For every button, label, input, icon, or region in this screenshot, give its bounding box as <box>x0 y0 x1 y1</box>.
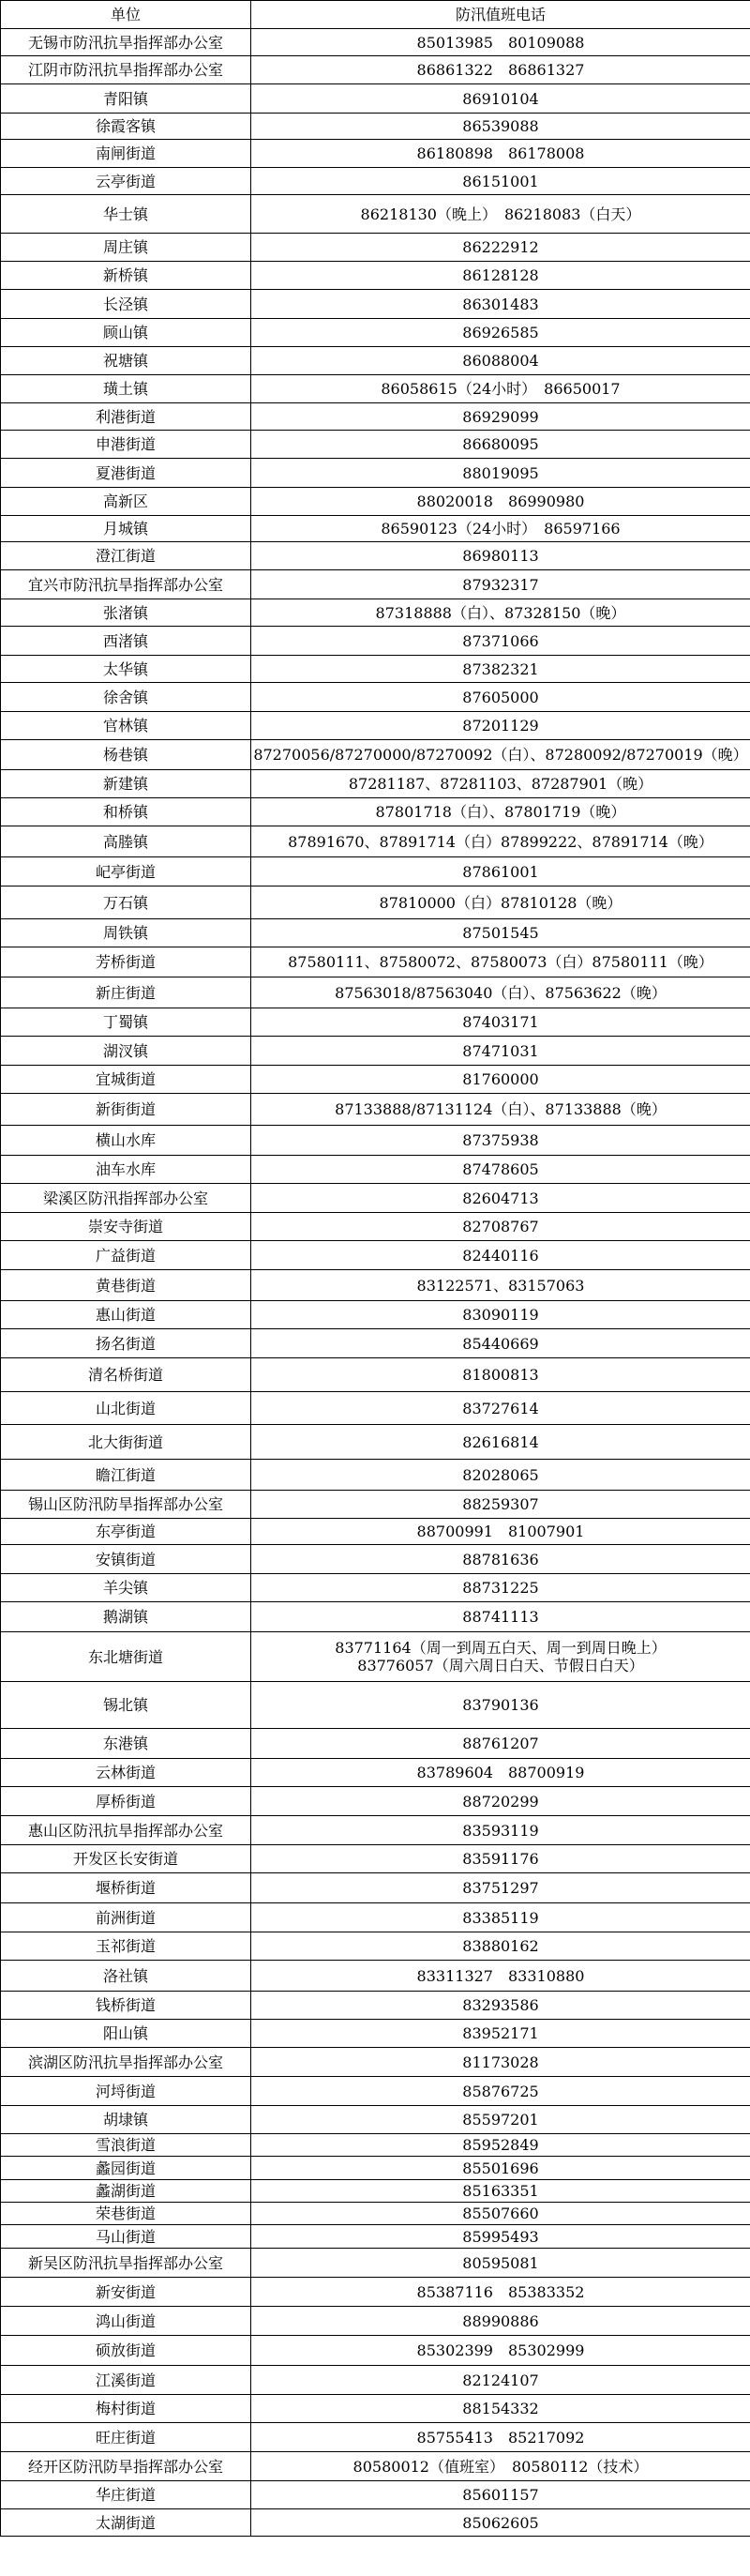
duty-phone-cell: 81760000 <box>251 1066 750 1094</box>
table-row <box>1 1545 750 1574</box>
duty-phone-cell: 86128128 <box>251 262 750 290</box>
duty-phone-cell: 87501545 <box>251 919 750 947</box>
duty-phone-cell: 86926585 <box>251 319 750 347</box>
unit-cell: 高塍镇 <box>1 826 251 857</box>
table-row <box>1 2077 750 2106</box>
duty-phone-cell: 83771164（周一到周五白天、周一到周日晚上） 83776057（周六周日白天、节假日白天） <box>251 1632 750 1682</box>
duty-phone-cell: 87371066 <box>251 627 750 656</box>
header-duty-phone: 防汛值班电话 <box>251 1 750 29</box>
table-row <box>1 1301 750 1329</box>
duty-phone-cell: 85601157 <box>251 2481 750 2509</box>
table-row <box>1 1903 750 1932</box>
duty-phone-cell: 87201129 <box>251 712 750 740</box>
unit-cell: 河埒街道 <box>1 2077 251 2106</box>
table-row <box>1 1682 750 1729</box>
unit-cell: 蠡园街道 <box>1 2157 251 2180</box>
duty-phone-cell: 85952849 <box>251 2134 750 2157</box>
table-row <box>1 1392 750 1425</box>
duty-phone-cell: 87403171 <box>251 1008 750 1037</box>
unit-cell: 阳山镇 <box>1 2020 251 2048</box>
unit-cell: 堰桥街道 <box>1 1873 251 1903</box>
unit-cell: 新桥镇 <box>1 262 251 290</box>
duty-phone-cell: 87605000 <box>251 683 750 712</box>
unit-cell: 顾山镇 <box>1 319 251 347</box>
duty-phone-cell: 83751297 <box>251 1873 750 1903</box>
unit-cell: 清名桥街道 <box>1 1358 251 1392</box>
table-row <box>1 2225 750 2249</box>
unit-cell: 钱桥街道 <box>1 1992 251 2020</box>
duty-phone-cell: 86088004 <box>251 347 750 375</box>
duty-phone-cell: 86539088 <box>251 114 750 140</box>
unit-cell: 玉祁街道 <box>1 1932 251 1961</box>
table-row <box>1 234 750 262</box>
table-row <box>1 1037 750 1066</box>
duty-phone-cell: 85995493 <box>251 2225 750 2249</box>
duty-phone-cell: 88259307 <box>251 1491 750 1519</box>
duty-phone-cell: 85755413 85217092 <box>251 2423 750 2452</box>
duty-phone-cell: 87270056/87270000/87270092（白）、87280092/87270019（晚） <box>251 740 750 770</box>
unit-cell: 太湖街道 <box>1 2509 251 2537</box>
unit-cell: 芳桥街道 <box>1 947 251 977</box>
table-row <box>1 2509 750 2537</box>
unit-cell: 新庄街道 <box>1 977 251 1008</box>
unit-cell: 祝塘镇 <box>1 347 251 375</box>
duty-phone-cell: 85876725 <box>251 2077 750 2106</box>
table-row <box>1 1156 750 1184</box>
duty-phone-cell: 88761207 <box>251 1729 750 1759</box>
duty-phone-cell: 83593119 <box>251 1816 750 1845</box>
unit-cell: 雪浪街道 <box>1 2134 251 2157</box>
unit-cell: 申港街道 <box>1 431 251 459</box>
unit-cell: 高新区 <box>1 488 251 516</box>
table-row <box>1 1759 750 1787</box>
duty-phone-cell: 86910104 <box>251 84 750 114</box>
duty-phone-cell: 86929099 <box>251 403 750 431</box>
table-row <box>1 1358 750 1392</box>
duty-phone-cell: 83790136 <box>251 1682 750 1729</box>
unit-cell: 硕放街道 <box>1 2336 251 2366</box>
table-row <box>1 2395 750 2423</box>
unit-cell: 宜兴市防汛抗旱指挥部办公室 <box>1 570 251 599</box>
duty-phone-cell: 88154332 <box>251 2395 750 2423</box>
duty-phone-cell: 85302399 85302999 <box>251 2336 750 2366</box>
table-row <box>1 798 750 826</box>
duty-phone-cell: 86151001 <box>251 168 750 195</box>
unit-cell: 徐舍镇 <box>1 683 251 712</box>
table-row <box>1 2048 750 2077</box>
unit-cell: 周庄镇 <box>1 234 251 262</box>
duty-phone-cell: 80595081 <box>251 2249 750 2278</box>
duty-phone-cell: 87375938 <box>251 1126 750 1156</box>
unit-cell: 崇安寺街道 <box>1 1213 251 1241</box>
table-row <box>1 459 750 488</box>
duty-phone-cell: 82440116 <box>251 1241 750 1270</box>
duty-phone-cell: 85163351 <box>251 2180 750 2203</box>
unit-cell: 东亭街道 <box>1 1519 251 1545</box>
table-row <box>1 29 750 56</box>
duty-phone-cell: 82616814 <box>251 1425 750 1460</box>
table-row <box>1 1574 750 1602</box>
table-row <box>1 319 750 347</box>
duty-phone-cell: 85597201 <box>251 2106 750 2134</box>
unit-cell: 扬名街道 <box>1 1329 251 1358</box>
table-row <box>1 1932 750 1961</box>
unit-cell: 锡北镇 <box>1 1682 251 1729</box>
duty-phone-cell: 87801718（白）、87801719（晚） <box>251 798 750 826</box>
duty-phone-cell: 87382321 <box>251 656 750 683</box>
unit-cell: 西渚镇 <box>1 627 251 656</box>
table-row <box>1 114 750 140</box>
duty-phone-cell: 86222912 <box>251 234 750 262</box>
duty-phone-cell: 83385119 <box>251 1903 750 1932</box>
unit-cell: 羊尖镇 <box>1 1574 251 1602</box>
unit-cell: 官林镇 <box>1 712 251 740</box>
duty-phone-cell: 87810000（白）87810128（晚） <box>251 886 750 919</box>
duty-phone-cell: 87932317 <box>251 570 750 599</box>
unit-cell: 和桥镇 <box>1 798 251 826</box>
unit-cell: 瞻江街道 <box>1 1460 251 1491</box>
table-row <box>1 570 750 599</box>
duty-phone-cell: 88720299 <box>251 1787 750 1816</box>
duty-phone-cell: 85440669 <box>251 1329 750 1358</box>
table-row <box>1 1519 750 1545</box>
table-row <box>1 1270 750 1301</box>
unit-cell: 东港镇 <box>1 1729 251 1759</box>
duty-phone-cell: 87318888（白）、87328150（晚） <box>251 599 750 627</box>
table-row <box>1 1491 750 1519</box>
table-row <box>1 656 750 683</box>
duty-phone-cell: 83293586 <box>251 1992 750 2020</box>
unit-cell: 马山街道 <box>1 2225 251 2249</box>
table-row <box>1 140 750 168</box>
duty-phone-cell: 83952171 <box>251 2020 750 2048</box>
table-row <box>1 2134 750 2157</box>
table-row <box>1 168 750 195</box>
unit-cell: 周铁镇 <box>1 919 251 947</box>
unit-cell: 梅村街道 <box>1 2395 251 2423</box>
table-row <box>1 1094 750 1126</box>
table-row <box>1 1460 750 1491</box>
table-row <box>1 627 750 656</box>
table-row <box>1 1845 750 1873</box>
table-row <box>1 375 750 403</box>
unit-cell: 广益街道 <box>1 1241 251 1270</box>
table-row <box>1 2278 750 2307</box>
table-row <box>1 542 750 570</box>
table-row <box>1 886 750 919</box>
table-row <box>1 857 750 886</box>
unit-cell: 黄巷街道 <box>1 1270 251 1301</box>
unit-cell: 青阳镇 <box>1 84 251 114</box>
duty-phone-cell: 82604713 <box>251 1184 750 1213</box>
unit-cell: 北大街街道 <box>1 1425 251 1460</box>
duty-phone-cell: 87891670、87891714（白）87899222、87891714（晚） <box>251 826 750 857</box>
duty-phone-cell: 81173028 <box>251 2048 750 2077</box>
table-row <box>1 2481 750 2509</box>
table-row <box>1 347 750 375</box>
table-row <box>1 262 750 290</box>
duty-phone-cell: 86590123（24小时） 86597166 <box>251 516 750 542</box>
duty-phone-cell: 83311327 83310880 <box>251 1961 750 1992</box>
duty-phone-cell: 88741113 <box>251 1602 750 1632</box>
table-row <box>1 2423 750 2452</box>
unit-cell: 鹅湖镇 <box>1 1602 251 1632</box>
table-header-row <box>1 1 750 29</box>
unit-cell: 胡埭镇 <box>1 2106 251 2134</box>
table-row <box>1 290 750 319</box>
table-row <box>1 1816 750 1845</box>
unit-cell: 丁蜀镇 <box>1 1008 251 1037</box>
duty-phone-cell: 85507660 <box>251 2203 750 2225</box>
unit-cell: 梁溪区防汛指挥部办公室 <box>1 1184 251 1213</box>
duty-phone-cell: 85387116 85383352 <box>251 2278 750 2307</box>
table-row <box>1 403 750 431</box>
unit-cell: 山北街道 <box>1 1392 251 1425</box>
unit-cell: 杨巷镇 <box>1 740 251 770</box>
duty-phone-cell: 87563018/87563040（白）、87563622（晚） <box>251 977 750 1008</box>
unit-cell: 经开区防汛防旱指挥部办公室 <box>1 2452 251 2481</box>
unit-cell: 新建镇 <box>1 770 251 798</box>
duty-phone-cell: 87861001 <box>251 857 750 886</box>
unit-cell: 旺庄街道 <box>1 2423 251 2452</box>
unit-cell: 洛社镇 <box>1 1961 251 1992</box>
table-row <box>1 431 750 459</box>
unit-cell: 月城镇 <box>1 516 251 542</box>
table-row <box>1 2157 750 2180</box>
unit-cell: 璜土镇 <box>1 375 251 403</box>
duty-phone-cell: 86980113 <box>251 542 750 570</box>
table-row <box>1 977 750 1008</box>
duty-phone-cell: 85501696 <box>251 2157 750 2180</box>
table-row <box>1 516 750 542</box>
duty-phone-cell: 88781636 <box>251 1545 750 1574</box>
duty-phone-cell: 88700991 81007901 <box>251 1519 750 1545</box>
unit-cell: 东北塘街道 <box>1 1632 251 1682</box>
unit-cell: 惠山街道 <box>1 1301 251 1329</box>
table-row <box>1 1066 750 1094</box>
table-row <box>1 919 750 947</box>
unit-cell: 鸿山街道 <box>1 2307 251 2336</box>
unit-cell: 万石镇 <box>1 886 251 919</box>
table-row <box>1 1329 750 1358</box>
unit-cell: 华士镇 <box>1 195 251 234</box>
table-row <box>1 1873 750 1903</box>
duty-phone-cell: 88020018 86990980 <box>251 488 750 516</box>
duty-phone-cell: 88990886 <box>251 2307 750 2336</box>
unit-cell: 张渚镇 <box>1 599 251 627</box>
duty-phone-cell: 83122571、83157063 <box>251 1270 750 1301</box>
duty-phone-cell: 83789604 88700919 <box>251 1759 750 1787</box>
table-row <box>1 2307 750 2336</box>
unit-cell: 新街街道 <box>1 1094 251 1126</box>
duty-phone-cell: 85013985 80109088 <box>251 29 750 56</box>
duty-phone-cell: 82708767 <box>251 1213 750 1241</box>
table-row <box>1 1602 750 1632</box>
duty-phone-cell: 87580111、87580072、87580073（白）87580111（晚） <box>251 947 750 977</box>
table-row <box>1 1729 750 1759</box>
unit-cell: 蠡湖街道 <box>1 2180 251 2203</box>
table-row <box>1 488 750 516</box>
unit-cell: 利港街道 <box>1 403 251 431</box>
unit-cell: 澄江街道 <box>1 542 251 570</box>
unit-cell: 云林街道 <box>1 1759 251 1787</box>
unit-cell: 新安街道 <box>1 2278 251 2307</box>
duty-phone-cell: 87133888/87131124（白）、87133888（晚） <box>251 1094 750 1126</box>
table-row <box>1 683 750 712</box>
unit-cell: 湖汊镇 <box>1 1037 251 1066</box>
table-row <box>1 2366 750 2395</box>
unit-cell: 屺亭街道 <box>1 857 251 886</box>
unit-cell: 锡山区防汛防旱指挥部办公室 <box>1 1491 251 1519</box>
duty-phone-cell: 88731225 <box>251 1574 750 1602</box>
unit-cell: 徐霞客镇 <box>1 114 251 140</box>
unit-cell: 太华镇 <box>1 656 251 683</box>
duty-phone-cell: 82124107 <box>251 2366 750 2395</box>
duty-phone-cell: 80580012（值班室） 80580112（技术） <box>251 2452 750 2481</box>
duty-phone-cell: 86218130（晚上） 86218083（白天） <box>251 195 750 234</box>
duty-phone-cell: 86180898 86178008 <box>251 140 750 168</box>
table-row <box>1 84 750 114</box>
duty-phone-cell: 86058615（24小时） 86650017 <box>251 375 750 403</box>
table-row <box>1 2336 750 2366</box>
unit-cell: 开发区长安街道 <box>1 1845 251 1873</box>
table-row <box>1 2180 750 2203</box>
duty-phone-cell: 86680095 <box>251 431 750 459</box>
unit-cell: 江溪街道 <box>1 2366 251 2395</box>
unit-cell: 夏港街道 <box>1 459 251 488</box>
table-row <box>1 2203 750 2225</box>
unit-cell: 滨湖区防汛抗旱指挥部办公室 <box>1 2048 251 2077</box>
unit-cell: 厚桥街道 <box>1 1787 251 1816</box>
table-row <box>1 1241 750 1270</box>
table-row <box>1 1961 750 1992</box>
duty-phone-cell: 87471031 <box>251 1037 750 1066</box>
unit-cell: 南闸街道 <box>1 140 251 168</box>
duty-phone-cell: 83727614 <box>251 1392 750 1425</box>
unit-cell: 宜城街道 <box>1 1066 251 1094</box>
unit-cell: 前洲街道 <box>1 1903 251 1932</box>
duty-phone-cell: 87478605 <box>251 1156 750 1184</box>
table-row <box>1 2020 750 2048</box>
duty-phone-cell: 83090119 <box>251 1301 750 1329</box>
unit-cell: 新吴区防汛抗旱指挥部办公室 <box>1 2249 251 2278</box>
table-row <box>1 1126 750 1156</box>
unit-cell: 长泾镇 <box>1 290 251 319</box>
duty-phone-cell: 81800813 <box>251 1358 750 1392</box>
table-row <box>1 740 750 770</box>
table-row <box>1 56 750 84</box>
table-row <box>1 2452 750 2481</box>
table-row <box>1 1632 750 1682</box>
duty-phone-cell: 83880162 <box>251 1932 750 1961</box>
table-body <box>1 29 750 2537</box>
table-row <box>1 2106 750 2134</box>
table-row <box>1 195 750 234</box>
duty-phone-cell: 87281187、87281103、87287901（晚） <box>251 770 750 798</box>
duty-phone-cell: 85062605 <box>251 2509 750 2537</box>
table-row <box>1 599 750 627</box>
table-row <box>1 1184 750 1213</box>
table-row <box>1 1008 750 1037</box>
table-row <box>1 2249 750 2278</box>
header-unit: 单位 <box>1 1 251 29</box>
table-row <box>1 1425 750 1460</box>
table-row <box>1 1213 750 1241</box>
unit-cell: 横山水库 <box>1 1126 251 1156</box>
duty-phone-cell: 88019095 <box>251 459 750 488</box>
table-row <box>1 1992 750 2020</box>
duty-phone-cell: 86861322 86861327 <box>251 56 750 84</box>
table-row <box>1 947 750 977</box>
duty-phone-cell: 83591176 <box>251 1845 750 1873</box>
unit-cell: 无锡市防汛抗旱指挥部办公室 <box>1 29 251 56</box>
duty-phone-cell: 82028065 <box>251 1460 750 1491</box>
unit-cell: 云亭街道 <box>1 168 251 195</box>
duty-phone-cell: 86301483 <box>251 290 750 319</box>
unit-cell: 惠山区防汛抗旱指挥部办公室 <box>1 1816 251 1845</box>
unit-cell: 荣巷街道 <box>1 2203 251 2225</box>
table-row <box>1 712 750 740</box>
unit-cell: 安镇街道 <box>1 1545 251 1574</box>
unit-cell: 江阴市防汛抗旱指挥部办公室 <box>1 56 251 84</box>
unit-cell: 华庄街道 <box>1 2481 251 2509</box>
unit-cell: 油车水库 <box>1 1156 251 1184</box>
table-row <box>1 826 750 857</box>
table-row <box>1 1787 750 1816</box>
table-row <box>1 770 750 798</box>
